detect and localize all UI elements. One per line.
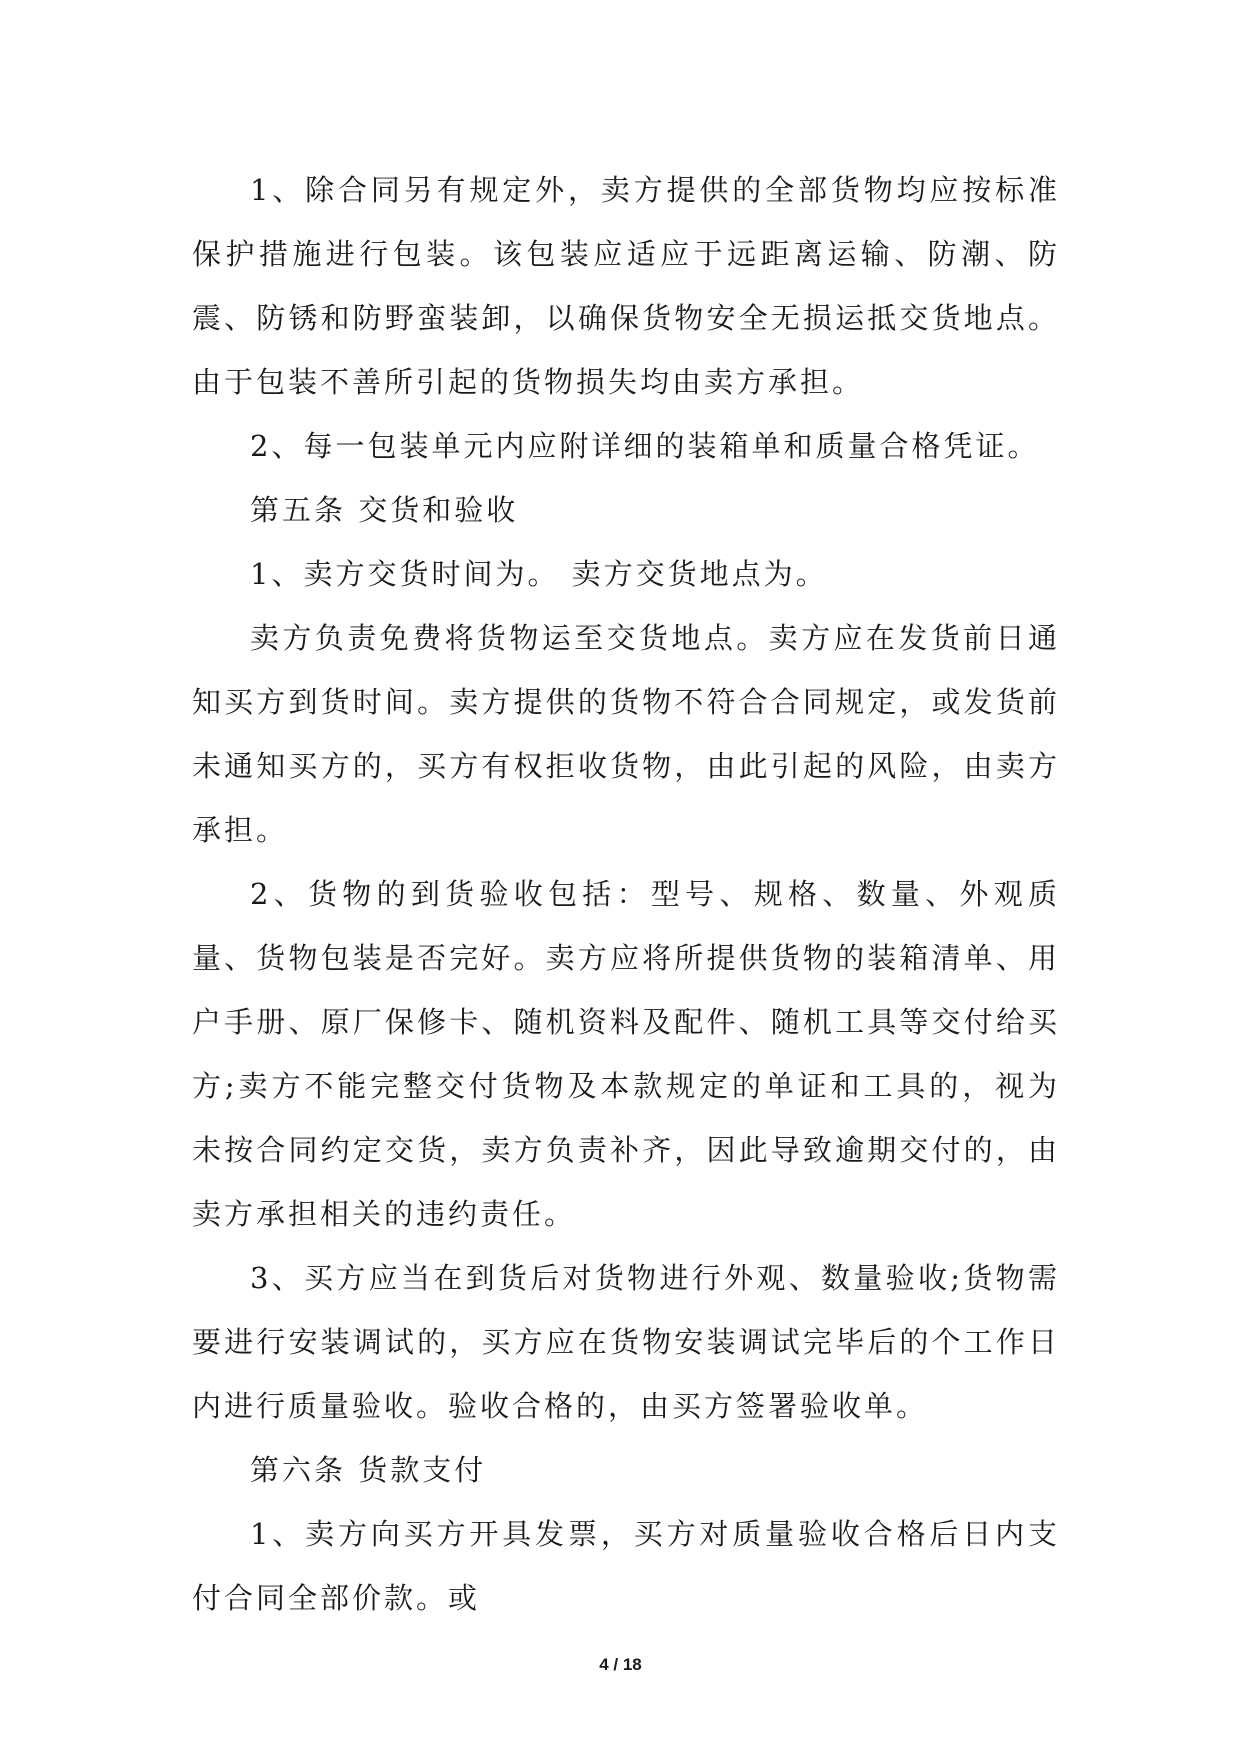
clause-delivery-notice: 卖方负责免费将货物运至交货地点。卖方应在发货前日通知买方到货时间。卖方提供的货物不符合合同规定，或发货前未通知买方的，买方有权拒收货物，由此引起的风险，由卖方承担。 <box>192 621 1060 847</box>
clause-packaging-2: 2、每一包装单元内应附详细的装箱单和质量合格凭证。 <box>250 429 1040 463</box>
page-number: 4 / 18 <box>599 1655 642 1674</box>
article-5-heading: 第五条 交货和验收 <box>250 493 519 527</box>
article-6-heading: 第六条 货款支付 <box>250 1453 487 1487</box>
document-body <box>192 158 1060 1630</box>
clause-acceptance-2: 2、货物的到货验收包括：型号、规格、数量、外观质量、货物包装是否完好。卖方应将所提供货物的装箱清单、用户手册、原厂保修卡、随机资料及配件、随机工具等交付给买方;卖方不能完整交付货物及本款规定的单证和工具的，视为未按合同约定交货，卖方负责补齐，因此导致逾期交付的，由卖方承担相关的违约责任。 <box>192 877 1060 1231</box>
clause-acceptance-3: 3、买方应当在到货后对货物进行外观、数量验收;货物需要进行安装调试的，买方应在货物安装调试完毕后的个工作日内进行质量验收。验收合格的，由买方签署验收单。 <box>192 1261 1060 1423</box>
clause-delivery-1: 1、卖方交货时间为。 卖方交货地点为。 <box>250 557 828 591</box>
clause-packaging-1: 1、除合同另有规定外，卖方提供的全部货物均应按标准保护措施进行包装。该包装应适应于远距离运输、防潮、防震、防锈和防野蛮装卸，以确保货物安全无损运抵交货地点。由于包装不善所引起的货物损失均由卖方承担。 <box>192 173 1060 399</box>
clause-payment-1: 1、卖方向买方开具发票，买方对质量验收合格后日内支付合同全部价款。或 <box>192 1517 1060 1615</box>
